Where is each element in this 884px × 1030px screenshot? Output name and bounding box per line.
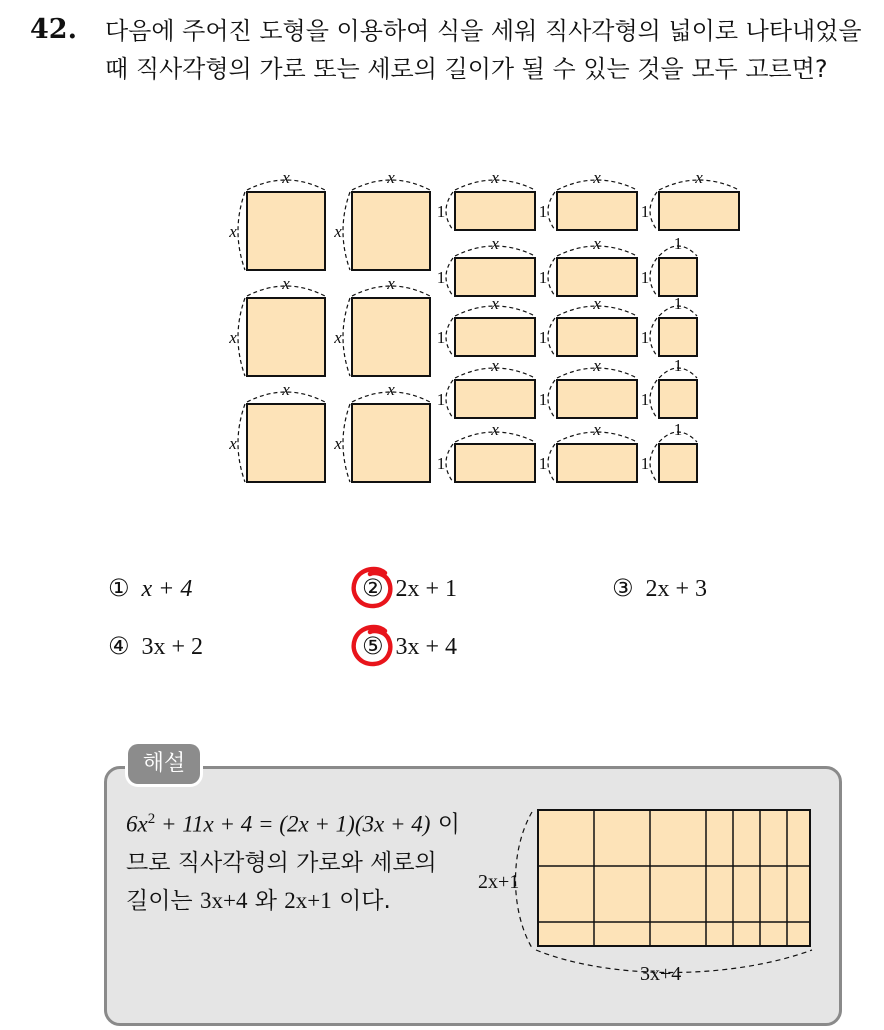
- solution-length-b: 2x+1: [284, 887, 332, 913]
- tile-side-label: x: [229, 328, 237, 347]
- tile-side-label: 1: [640, 454, 650, 473]
- tile: [455, 318, 535, 356]
- side-brace: [650, 258, 657, 296]
- side-brace: [446, 444, 453, 482]
- tile-top-label: x: [593, 168, 601, 187]
- tile-side-label: 1: [436, 268, 446, 287]
- solution-text-1: 이므로 직사각형의 가로와 세로의 길이는: [126, 811, 460, 914]
- algebra-tiles-figure: [200, 160, 760, 500]
- side-brace: [446, 380, 453, 418]
- tile: [659, 380, 697, 418]
- side-brace: [650, 192, 657, 230]
- tile-side-label: 1: [538, 328, 548, 347]
- tile-side-label: x: [229, 434, 237, 453]
- choice-4[interactable]: [108, 632, 203, 661]
- tile-side-label: x: [334, 328, 342, 347]
- choice-expression: x + 4: [141, 576, 193, 602]
- side-brace: [343, 404, 350, 482]
- tile-side-label: x: [334, 222, 342, 241]
- tile-top-label: 1: [673, 420, 683, 439]
- tile: [247, 404, 325, 482]
- side-brace: [650, 318, 657, 356]
- tile: [659, 444, 697, 482]
- tile-top-label: x: [593, 234, 601, 253]
- height-label: 2x+1: [478, 871, 520, 893]
- choice-1[interactable]: [108, 574, 192, 603]
- tile: [557, 318, 637, 356]
- tile: [352, 192, 430, 270]
- tile-top-label: x: [491, 294, 499, 313]
- tile: [247, 298, 325, 376]
- tile-side-label: 1: [538, 268, 548, 287]
- tile-side-label: 1: [640, 202, 650, 221]
- width-label: 3x+4: [640, 963, 682, 985]
- tile: [455, 192, 535, 230]
- answer-mark-icon: [348, 563, 398, 613]
- tile-top-label: x: [695, 168, 703, 187]
- tile: [247, 192, 325, 270]
- question-number: 42.: [30, 14, 77, 45]
- tile-side-label: 1: [436, 390, 446, 409]
- side-brace: [238, 298, 245, 376]
- solution-eq-rest: + 11x + 4 = (2x + 1)(3x + 4): [155, 811, 431, 837]
- tile-side-label: 1: [538, 390, 548, 409]
- tile: [557, 258, 637, 296]
- solution-eq-left: 6x: [126, 811, 148, 837]
- answer-mark-icon: [348, 621, 398, 671]
- solution-rectangle-figure: [470, 790, 830, 990]
- tile-top-label: x: [387, 168, 395, 187]
- side-brace: [548, 258, 555, 296]
- tile: [455, 380, 535, 418]
- tile-top-label: 1: [673, 234, 683, 253]
- tile-top-label: x: [491, 420, 499, 439]
- choice-number: ④: [108, 632, 130, 660]
- side-brace: [343, 192, 350, 270]
- solution-length-a: 3x+4: [199, 887, 248, 913]
- tile: [557, 380, 637, 418]
- solution-rectangle: [538, 810, 810, 946]
- question-text: 다음에 주어진 도형을 이용하여 식을 세워 직사각형의 넓이로 나타내었을 때 직사각형의 가로 또는 세로의 길이가 될 수 있는 것을 모두 고르면?: [105, 17, 862, 83]
- choice-expression: 3x + 4: [395, 634, 458, 660]
- tile: [659, 192, 739, 230]
- side-brace: [343, 298, 350, 376]
- side-brace: [548, 444, 555, 482]
- side-brace: [446, 258, 453, 296]
- tile-side-label: 1: [640, 390, 650, 409]
- tile-side-label: 1: [538, 202, 548, 221]
- side-brace: [650, 380, 657, 418]
- tile-top-label: 1: [673, 294, 683, 313]
- tile: [659, 318, 697, 356]
- tile-side-label: 1: [640, 328, 650, 347]
- tile-top-label: x: [491, 356, 499, 375]
- tile-top-label: x: [593, 420, 601, 439]
- choice-expression: 3x + 2: [141, 634, 204, 660]
- tile: [352, 298, 430, 376]
- tile: [557, 444, 637, 482]
- choice-number: ①: [108, 574, 130, 602]
- tile-side-label: 1: [436, 328, 446, 347]
- tile-top-label: x: [282, 168, 290, 187]
- solution-text: [126, 800, 466, 920]
- tile-top-label: x: [593, 294, 601, 313]
- tile-top-label: x: [491, 234, 499, 253]
- tile-side-label: 1: [436, 202, 446, 221]
- side-brace: [548, 192, 555, 230]
- tile-side-label: 1: [538, 454, 548, 473]
- tile-top-label: x: [491, 168, 499, 187]
- side-brace: [548, 318, 555, 356]
- choice-number: ③: [612, 574, 634, 602]
- tile: [557, 192, 637, 230]
- side-brace: [446, 192, 453, 230]
- choice-expression: 2x + 1: [395, 576, 458, 602]
- choice-number: ⑤: [362, 632, 384, 660]
- tile-top-label: x: [387, 380, 395, 399]
- tile: [352, 404, 430, 482]
- tile-side-label: 1: [436, 454, 446, 473]
- choice-expression: 2x + 3: [645, 576, 708, 602]
- solution-text-2: 와: [247, 887, 285, 914]
- tile-side-label: x: [334, 434, 342, 453]
- side-brace: [446, 318, 453, 356]
- choice-3[interactable]: [612, 574, 707, 603]
- tile: [659, 258, 697, 296]
- side-brace: [238, 404, 245, 482]
- tile-side-label: 1: [640, 268, 650, 287]
- tile-top-label: x: [387, 274, 395, 293]
- solution-text-3: 이다.: [331, 887, 391, 914]
- side-brace: [548, 380, 555, 418]
- tile-top-label: x: [593, 356, 601, 375]
- solution-eq-exponent: 2: [147, 811, 156, 827]
- tile-top-label: x: [282, 274, 290, 293]
- tile: [455, 444, 535, 482]
- solution-label: 해설: [128, 744, 200, 784]
- tile: [455, 258, 535, 296]
- tile-top-label: x: [282, 380, 290, 399]
- tile-side-label: x: [229, 222, 237, 241]
- choice-number: ②: [362, 574, 384, 602]
- side-brace: [238, 192, 245, 270]
- side-brace: [650, 444, 657, 482]
- tile-top-label: 1: [673, 356, 683, 375]
